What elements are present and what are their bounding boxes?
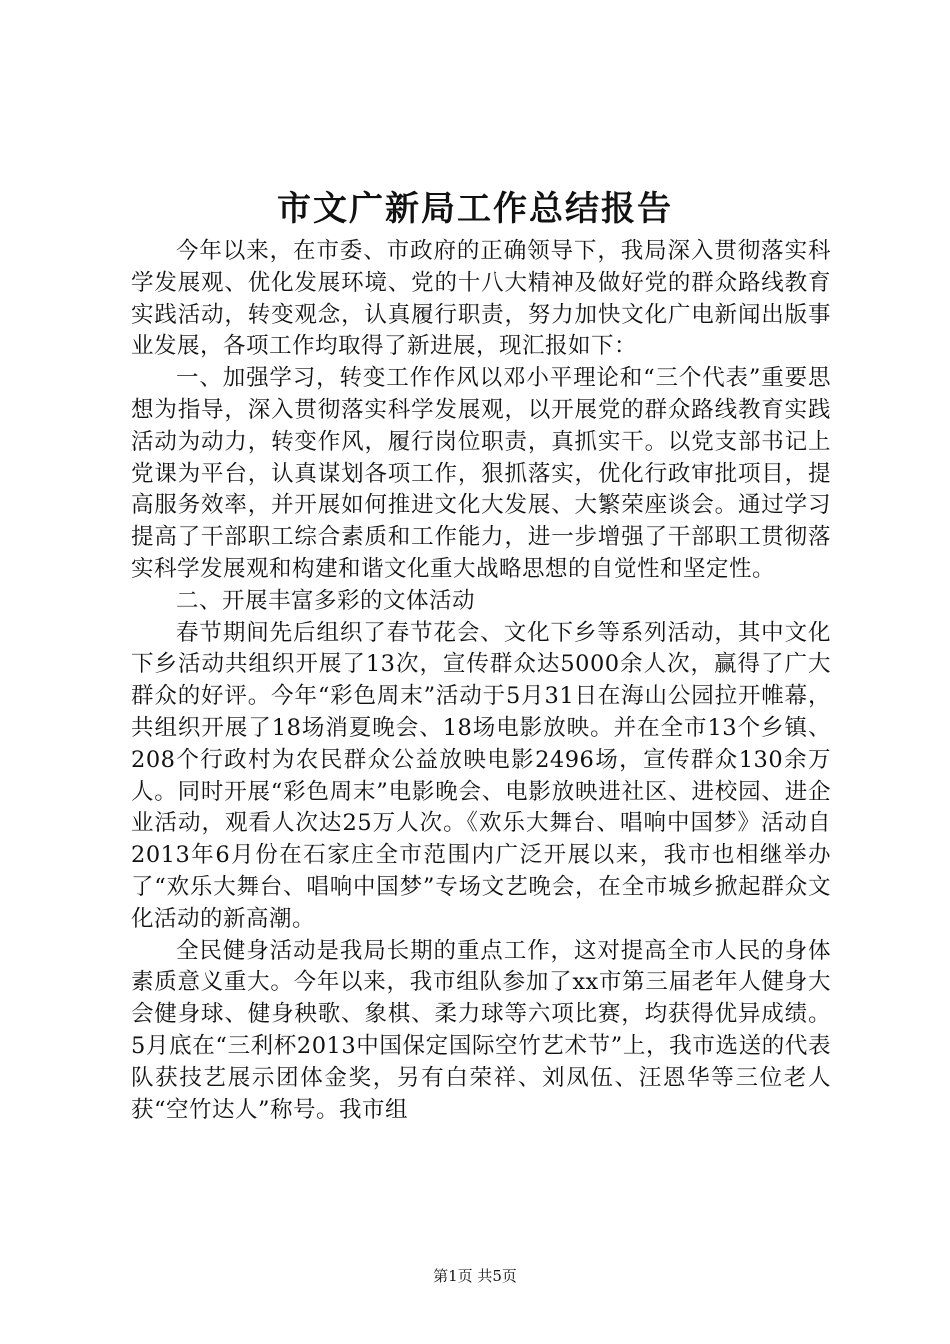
heading-section-two: 二、开展丰富多彩的文体活动 xyxy=(176,587,476,614)
paragraph-section-one: 一、加强学习，转变工作作风以邓小平理论和“三个代表”重要思想为指导，深入贯彻落实科学发展观，以开展党的群众路线教育实践活动为动力，转变作风，履行岗位职责，真抓实干。以党支部书记上党课为平台，认真谋划各项工作，狠抓落实，优化行政审批项目，提高服务效率，并开展如何推进文化大发展、大繁荣座谈会。通过学习提高了干部职工综合素质和工作能力，进一步增强了干部职工贯彻落实科学发展观和构建和谐文化重大战略思想的自觉性和坚定性。 xyxy=(131,365,831,582)
paragraph-intro: 今年以来，在市委、市政府的正确领导下，我局深入贯彻落实科学发展观、优化发展环境、党的十八大精神及做好党的群众路线教育实践活动，转变观念，认真履行职责，努力加快文化广电新闻出版事业发展，各项工作均取得了新进展，现汇报如下： xyxy=(131,238,831,360)
paragraph-fitness-activities: 全民健身活动是我局长期的重点工作，这对提高全市人民的身体素质意义重大。今年以来，我市组队参加了xx市第三届老年人健身大会健身球、健身秧歌、象棋、柔力球等六项比赛，均获得优异成绩。5月底在“三利杯2013中国保定国际空竹艺术节”上，我市选送的代表队获技艺展示团体金奖，另有白荣祥、刘凤伍、汪恩华等三位老人获“空竹达人”称号。我市组 xyxy=(131,937,831,1123)
paragraph-cultural-activities: 春节期间先后组织了春节花会、文化下乡等系列活动，其中文化下乡活动共组织开展了13次，宣传群众达5000余人次，赢得了广大群众的好评。今年“彩色周末”活动于5月31日在海山公园拉开帷幕，共组织开展了18场消夏晚会、18场电影放映。并在全市13个乡镇、208个行政村为农民群众公益放映电影2496场，宣传群众130余万人。同时开展“彩色周末”电影晚会、电影放映进社区、进校园、进企业活动，观看人次达25万人次。《欢乐大舞台、唱响中国梦》活动自2013年6月份在石家庄全市范围内广泛开展以来，我市也相继举办了“欢乐大舞台、唱响中国梦”专场文艺晚会，在全市城乡掀起群众文化活动的新高潮。 xyxy=(131,619,831,932)
document-title: 市文广新局工作总结报告 xyxy=(277,189,673,229)
document-body xyxy=(131,236,831,1126)
page-number-footer: 第1页 共5页 xyxy=(433,1267,517,1285)
